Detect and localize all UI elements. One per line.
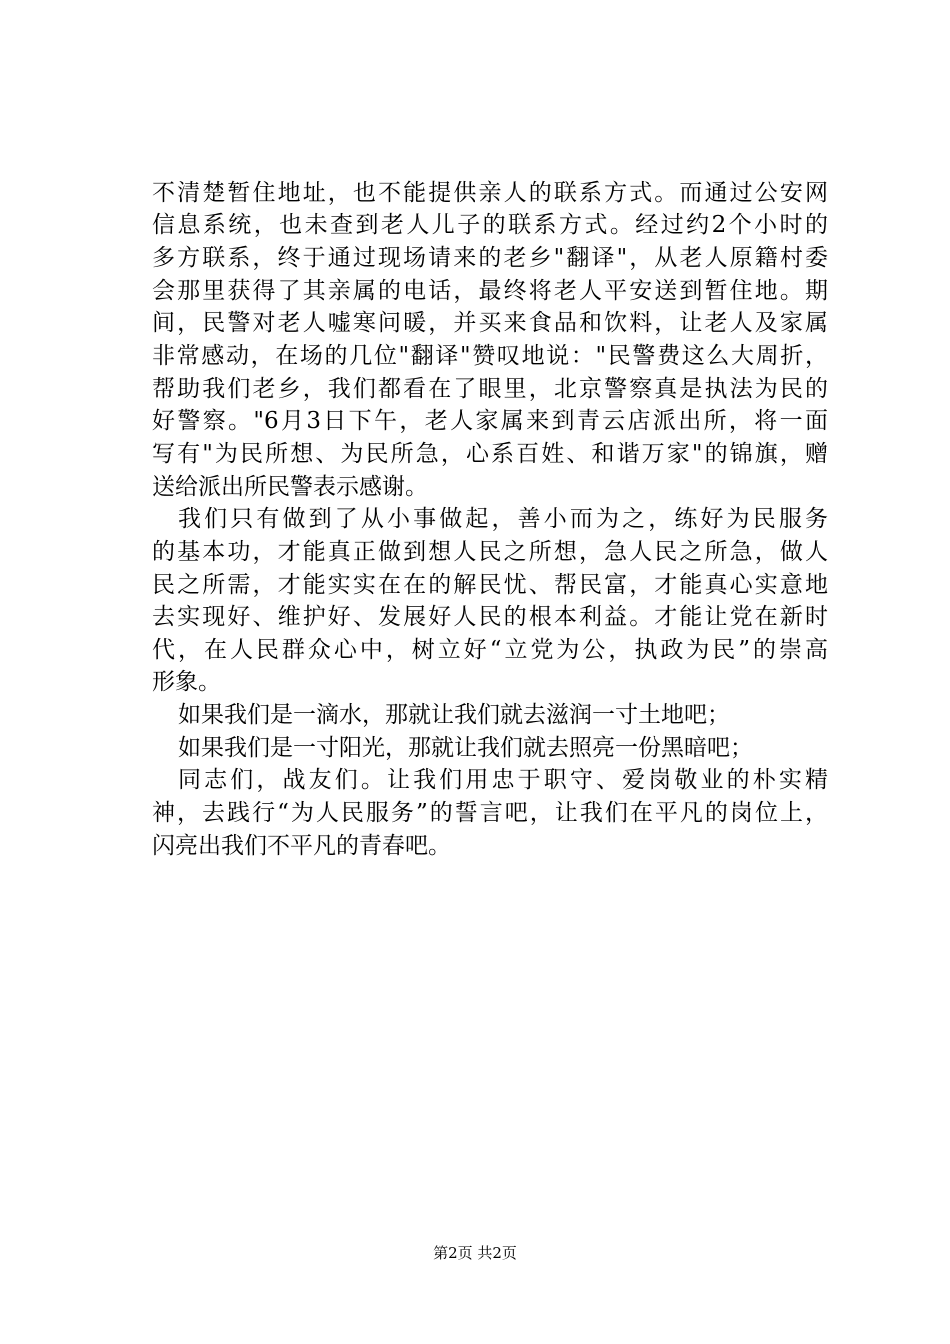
page-footer: 第2页 共2页 — [433, 1244, 517, 1262]
text-line: 不清楚暂住地址，也不能提供亲人的联系方式。而通过公安网 — [152, 180, 828, 206]
text-line: 民之所需，才能实实在在的解民忧、帮民富，才能真心实意地 — [152, 572, 828, 598]
paragraph-first-line: 如果我们是一滴水，那就让我们就去滋润一寸土地吧； — [178, 702, 730, 728]
text-line: 送给派出所民警表示感谢。 — [152, 474, 428, 500]
text-line: 形象。 — [152, 669, 221, 695]
text-line: 去实现好、维护好、发展好人民的根本利益。才能让党在新时 — [152, 604, 828, 630]
text-line: 的基本功，才能真正做到想人民之所想，急人民之所急，做人 — [152, 539, 828, 565]
text-line: 信息系统，也未查到老人儿子的联系方式。经过约2个小时的 — [152, 212, 828, 238]
paragraph-first-line: 如果我们是一寸阳光，那就让我们就去照亮一份黑暗吧； — [178, 735, 753, 761]
text-line: 间，民警对老人嘘寒问暖，并买来食品和饮料，让老人及家属 — [152, 310, 828, 336]
text-line: 闪亮出我们不平凡的青春吧。 — [152, 833, 451, 859]
text-line: 写有"为民所想、为民所急，心系百姓、和谐万家"的锦旗，赠 — [152, 441, 828, 467]
paragraph-first-line: 同志们，战友们。让我们用忠于职守、爱岗敬业的朴实精 — [178, 767, 828, 793]
text-line: 非常感动，在场的几位"翻译"赞叹地说："民警费这么大周折， — [152, 343, 828, 369]
text-line: 神，去践行“为人民服务”的誓言吧，让我们在平凡的岗位上， — [152, 800, 828, 826]
text-line: 代，在人民群众心中，树立好“立党为公，执政为民”的崇高 — [152, 637, 828, 663]
text-line: 多方联系，终于通过现场请来的老乡"翻译"，从老人原籍村委 — [152, 245, 828, 271]
paragraph-first-line: 我们只有做到了从小事做起，善小而为之，练好为民服务 — [178, 506, 828, 532]
text-line: 帮助我们老乡，我们都看在了眼里，北京警察真是执法为民的 — [152, 376, 828, 402]
text-line: 会那里获得了其亲属的电话，最终将老人平安送到暂住地。期 — [152, 278, 828, 304]
text-line: 好警察。"6月3日下午，老人家属来到青云店派出所，将一面 — [152, 408, 828, 434]
